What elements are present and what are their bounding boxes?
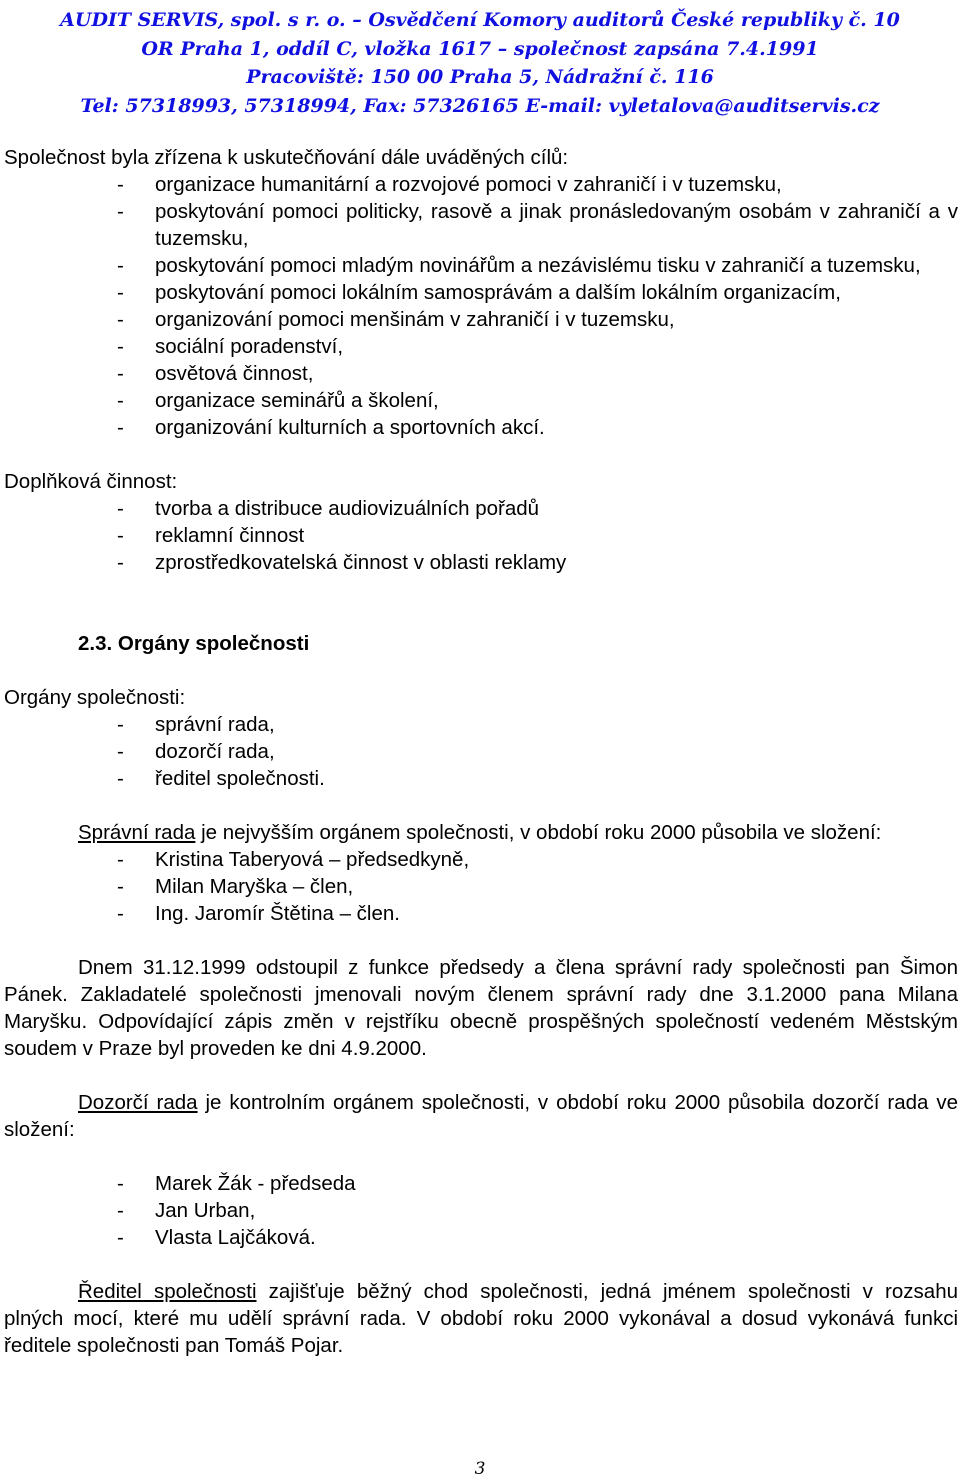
- director-text: zajišťuje běžný chod společnosti, jedná jménem společnosti v rozsahu plných mocí, které mu udělí správní rada. V období roku 2000 vykonával a dosud vykonává funkci ředitele společnosti pan Tomáš Pojar.: [4, 1280, 958, 1357]
- list-item: - ředitel společnosti.: [117, 765, 958, 792]
- list-item: - osvětová činnost,: [117, 360, 958, 387]
- letterhead: [0, 6, 960, 120]
- list-item: - Ing. Jaromír Štětina – člen.: [117, 900, 958, 927]
- letterhead-line-4: Tel: 57318993, 57318994, Fax: 57326165 E-mail: vyletalova@auditservis.cz: [80, 94, 880, 117]
- section-heading: 2.3. Orgány společnosti: [78, 632, 310, 655]
- list-item: - reklamní činnost: [117, 522, 958, 549]
- board-paragraph: [4, 819, 958, 846]
- list-item: - Vlasta Lajčáková.: [117, 1224, 958, 1251]
- director-paragraph: [4, 1278, 958, 1359]
- list-item: - zprostředkovatelská činnost v oblasti reklamy: [117, 549, 958, 576]
- list-item: - poskytování pomoci mladým novinářům a nezávislému tisku v zahraničí a tuzemsku,: [117, 252, 958, 279]
- list-item: - Milan Maryška – člen,: [117, 873, 958, 900]
- list-item: - sociální poradenství,: [117, 333, 958, 360]
- list-item: - Kristina Taberyová – předsedkyně,: [117, 846, 958, 873]
- board-text: je nejvyšším orgánem společnosti, v období roku 2000 působila ve složení:: [195, 821, 882, 844]
- letterhead-line-3: Pracoviště: 150 00 Praha 5, Nádražní č. 116: [246, 66, 714, 88]
- letterhead-line-1: AUDIT SERVIS, spol. s r. o. – Osvědčení Komory auditorů České republiky č. 10: [60, 9, 900, 31]
- list-item: - organizování kulturních a sportovních akcí.: [117, 414, 958, 441]
- supervisory-members: [4, 1170, 958, 1251]
- purpose-list: [4, 171, 958, 441]
- supervisory-text: je kontrolním orgánem společnosti, v období roku 2000 působila dozorčí rada ve složení:: [4, 1091, 958, 1141]
- supervisory-term: Dozorčí rada: [78, 1091, 198, 1114]
- list-item: - správní rada,: [117, 711, 958, 738]
- list-item: - organizace seminářů a školení,: [117, 387, 958, 414]
- list-item: - organizace humanitární a rozvojové pomoci v zahraničí i v tuzemsku,: [117, 171, 958, 198]
- letterhead-line-2: OR Praha 1, oddíl C, vložka 1617 – společnost zapsána 7.4.1991: [141, 37, 819, 60]
- list-item: - organizování pomoci menšinám v zahraničí i v tuzemsku,: [117, 306, 958, 333]
- supplementary-intro: Doplňková činnost:: [4, 470, 178, 493]
- board-change-note: Dnem 31.12.1999 odstoupil z funkce předsedy a člena správní rady společnosti pan Šimon Pánek. Zakladatelé společnosti jmenovali novým členem správní rady dne 3.1.2000 pana Milana Maryšku. Odpovídající zápis změn v rejstříku obecně prospěšných společností vedeném Městským soudem v Praze byl proveden ke dni 4.9.2000.: [4, 956, 958, 1060]
- page-number: 3: [474, 1459, 486, 1479]
- list-item: - Jan Urban,: [117, 1197, 958, 1224]
- organs-list: [4, 711, 958, 792]
- list-item: - dozorčí rada,: [117, 738, 958, 765]
- director-term: Ředitel společnosti: [78, 1280, 257, 1303]
- supplementary-list: [4, 495, 958, 576]
- list-item: - tvorba a distribuce audiovizuálních pořadů: [117, 495, 958, 522]
- board-members: [4, 846, 958, 927]
- purpose-intro: Společnost byla zřízena k uskutečňování dále uváděných cílů:: [4, 146, 569, 169]
- supervisory-paragraph: [4, 1089, 958, 1143]
- document-body: [4, 144, 958, 1359]
- list-item: - poskytování pomoci politicky, rasově a jinak pronásledovaným osobám v zahraničí a v tuzemsku,: [117, 198, 958, 252]
- list-item: - poskytování pomoci lokálním samosprávám a dalším lokálním organizacím,: [117, 279, 958, 306]
- board-term: Správní rada: [78, 821, 196, 844]
- organs-intro: Orgány společnosti:: [4, 686, 186, 709]
- list-item: - Marek Žák - předseda: [117, 1170, 958, 1197]
